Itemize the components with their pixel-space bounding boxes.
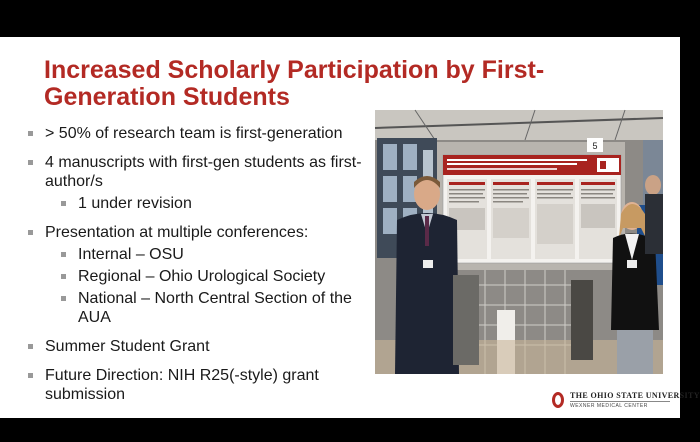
sub-bullet-item [45, 194, 373, 213]
bullet-item [28, 337, 373, 356]
sub-bullet-text: Internal – OSU [78, 246, 184, 263]
bullet-item [28, 366, 373, 404]
bullet-text: Future Direction: NIH R25(-style) grant submission [45, 367, 319, 403]
bullet-text: Summer Student Grant [45, 338, 210, 355]
presentation-slide [0, 37, 700, 418]
sub-bullet-text: Regional – Ohio Urological Society [78, 268, 326, 285]
block-o-icon [552, 392, 564, 408]
bullet-item [28, 153, 373, 213]
logo-divider [570, 401, 670, 402]
conference-poster-photo [375, 110, 663, 374]
sub-bullet-text: 1 under revision [78, 195, 192, 212]
board-number: 5 [592, 141, 598, 151]
sub-bullet-text: National – North Central Section of the AUA [78, 290, 352, 326]
bullet-text: > 50% of research team is first-generation [45, 125, 343, 142]
sub-bullet-item [45, 245, 373, 264]
poster-photo-illustration [375, 110, 663, 374]
bullet-text: 4 manuscripts with first-gen students as first-author/s [45, 154, 362, 190]
slide-title: Increased Scholarly Participation by First-Generation Students [44, 56, 545, 111]
bullet-item [28, 124, 373, 143]
sub-bullet-item [45, 289, 373, 327]
bullet-item [28, 223, 373, 327]
sub-bullet-item [45, 267, 373, 286]
bullet-text: Presentation at multiple conferences: [45, 224, 309, 241]
logo-university-name: THE OHIO STATE UNIVERSITY [570, 391, 700, 400]
logo-center-name: WEXNER MEDICAL CENTER [570, 403, 648, 409]
bullet-list [28, 124, 373, 414]
